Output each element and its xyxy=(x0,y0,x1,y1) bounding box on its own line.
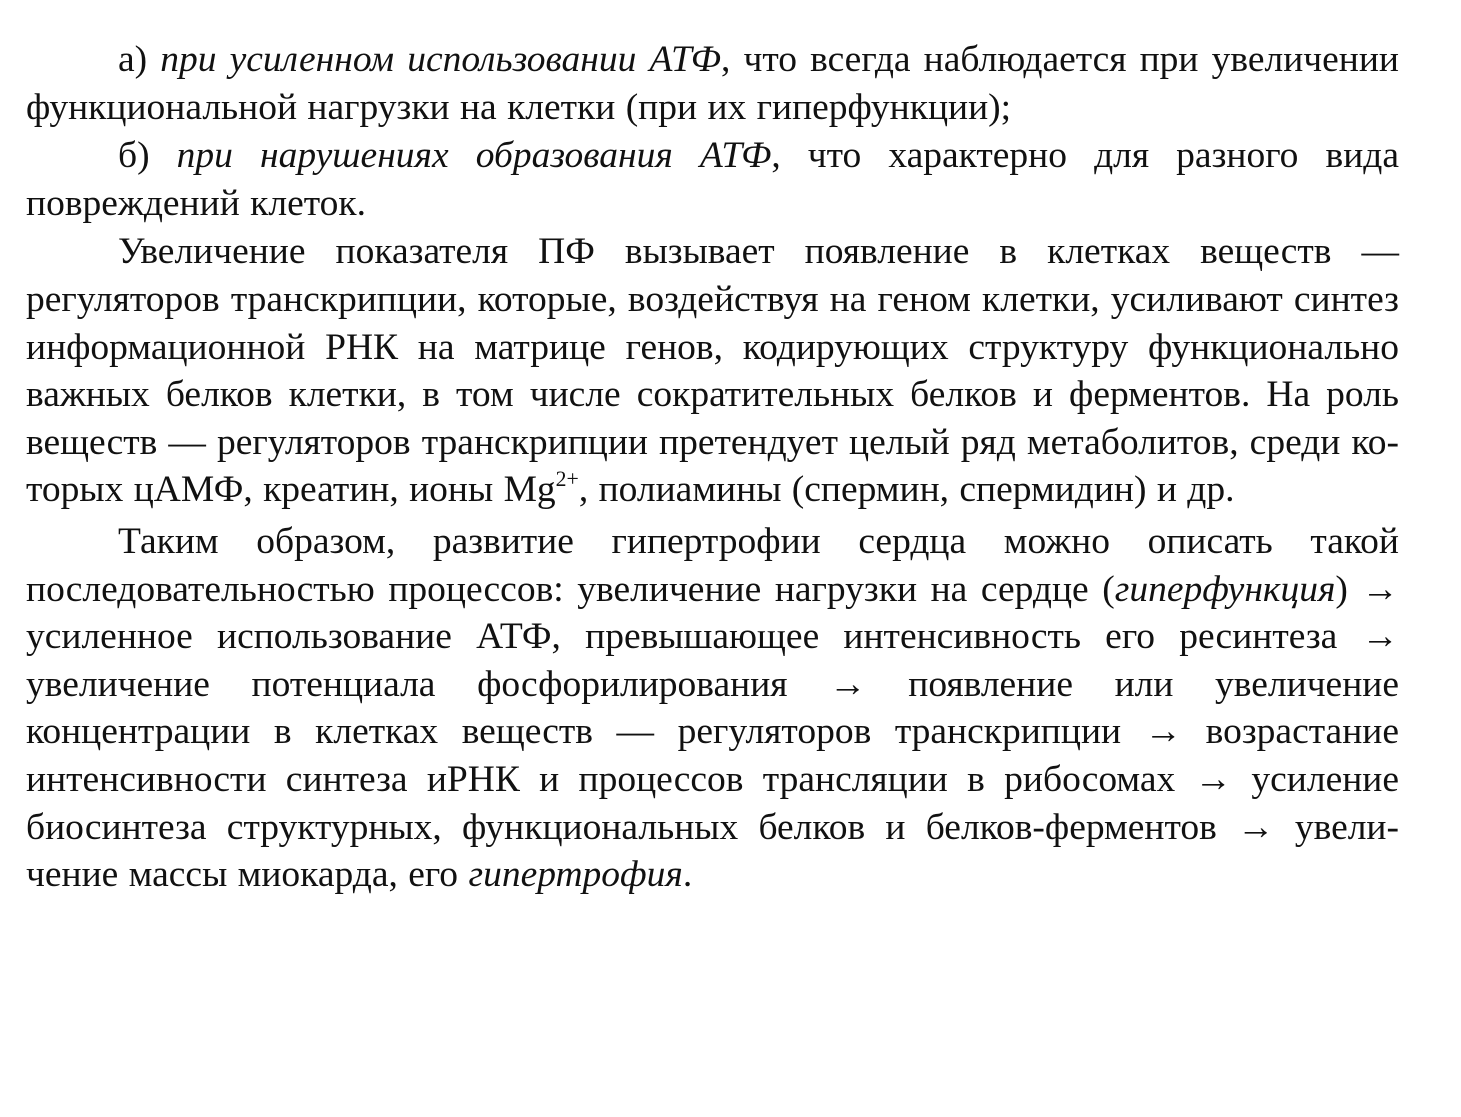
paragraph-a xyxy=(26,36,1399,131)
paragraph-pf xyxy=(26,228,1399,514)
text-segment: а) xyxy=(118,39,161,80)
italic-segment: при нарушениях образования АТФ xyxy=(176,135,772,177)
text-segment: Таким образом, развитие гипертрофии сердца можно описать такой последовательностью процессов: увеличение нагрузки на сердце ( xyxy=(26,520,1399,610)
italic-segment: гипертрофия xyxy=(468,854,683,896)
text-segment: , полиамины (спермин, спермидин) и др. xyxy=(578,469,1235,511)
italic-segment: гиперфункция xyxy=(1114,568,1336,610)
text-segment: . xyxy=(682,854,693,896)
paragraph-summary xyxy=(26,518,1399,899)
italic-segment: при усиленном использовании АТФ xyxy=(160,39,721,80)
text-segment: , что характерно для разного вида повреждений клеток. xyxy=(26,135,1399,224)
text-segment: Увеличение показателя ПФ вызывает появление в клетках веществ — регуляторов транскрипции, которые, воздействуя на геном клетки, усиливают синтез информационной РНК на матрице генов, кодирующих структуру функционально важных белков клетки, в том числе сократительных белков и ферментов. На роль веществ — регуляторов транскрипции претендует целый ряд метаболитов, среди которых цАМФ, креатин, ионы Mg xyxy=(26,231,1399,511)
text-segment: б) xyxy=(118,135,177,177)
superscript-segment: 2+ xyxy=(555,466,579,491)
text-segment: , что всегда наблюдается при увеличении функциональной нагрузки на клетки (при их гиперфункции); xyxy=(26,39,1399,128)
text-segment: ) → усиленное использование АТФ, превышающее интенсивность его ресинтеза → увеличение потенциала фосфорилирования → появление или увеличение концентрации в клетках веществ — регуляторов транскрипции → возрастание интенсивности синтеза иРНК и процессов трансляции в рибосомах → усиление биосинтеза структурных, функциональных белков и белков-ферментов → увеличение массы миокарда, его xyxy=(26,568,1399,896)
paragraph-b xyxy=(26,132,1399,227)
